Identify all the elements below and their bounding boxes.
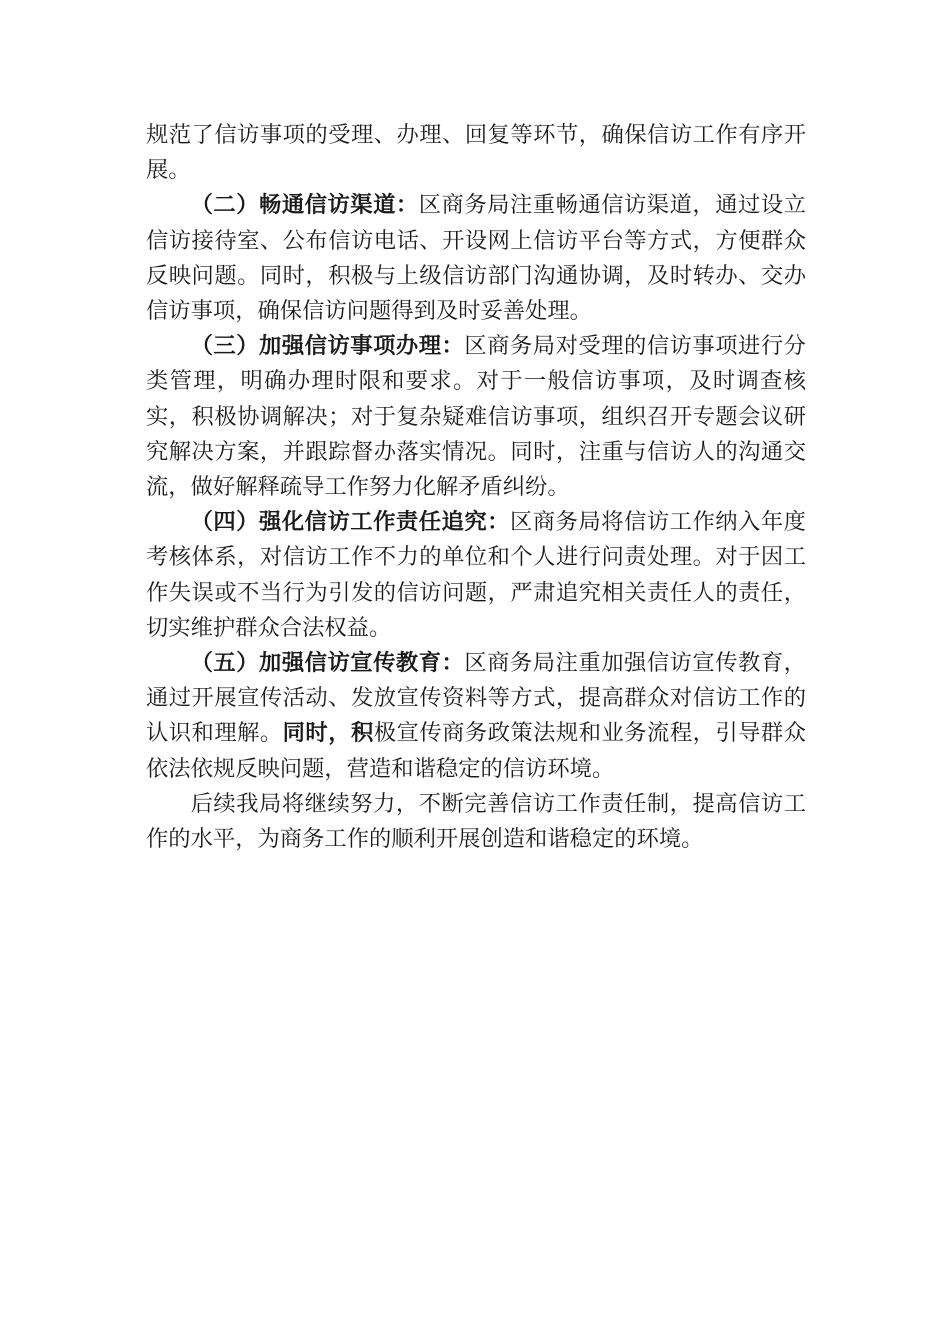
paragraph-heading: （三）加强信访事项办理： (190, 333, 465, 360)
paragraph-smooth-channels (146, 188, 806, 329)
paragraph-bold-segment: 同时，积 (282, 720, 374, 747)
paragraph-conclusion (146, 787, 806, 857)
paragraph-body: 区商务局将信访工作纳入年度考核体系，对信访工作不力的单位和个人进行问责处理。对于因工作失误或不当行为引发的信访问题，严肃追究相关责任人的责任，切实维护群众合法权益。 (146, 509, 806, 641)
paragraph-body: 区商务局对受理的信访事项进行分类管理，明确办理时限和要求。对于一般信访事项，及时调查核实，积极协调解决；对于复杂疑难信访事项，组织召开专题会议研究解决方案，并跟踪督办落实情况。同时，注重与信访人的沟通交流，做好解释疏导工作努力化解矛盾纠纷。 (146, 333, 806, 501)
paragraph-handling (146, 329, 806, 505)
paragraph-heading: （二）畅通信访渠道： (190, 192, 419, 219)
paragraph-body: 区商务局注重畅通信访渠道，通过设立信访接待室、公布信访电话、开设网上信访平台等方式，方便群众反映问题。同时，积极与上级信访部门沟通协调，及时转办、交办信访事项，确保信访问题得到及时妥善处理。 (146, 192, 806, 325)
paragraph-body: 规范了信访事项的受理、办理、回复等环节，确保信访工作有序开展。 (146, 122, 806, 184)
paragraph-tail: 极宣传商务政策法规和业务流程，引导群众依法依规反映问题，营造和谐稳定的信访环境。 (146, 720, 806, 782)
paragraph-heading: （五）加强信访宣传教育： (190, 650, 465, 677)
paragraph-heading: （四）强化信访工作责任追究： (190, 509, 510, 536)
paragraph-accountability (146, 505, 806, 646)
paragraph-body: 区商务局注重加强信访宣传教育，通过开展宣传活动、发放宣传资料等方式，提高群众对信访工作的认识和理解。 (146, 650, 806, 747)
paragraph-continuation (146, 118, 806, 188)
document-page (146, 118, 806, 857)
paragraph-body: 后续我局将继续努力，不断完善信访工作责任制，提高信访工作的水平，为商务工作的顺利开展创造和谐稳定的环境。 (146, 790, 806, 853)
paragraph-publicity (146, 646, 806, 787)
